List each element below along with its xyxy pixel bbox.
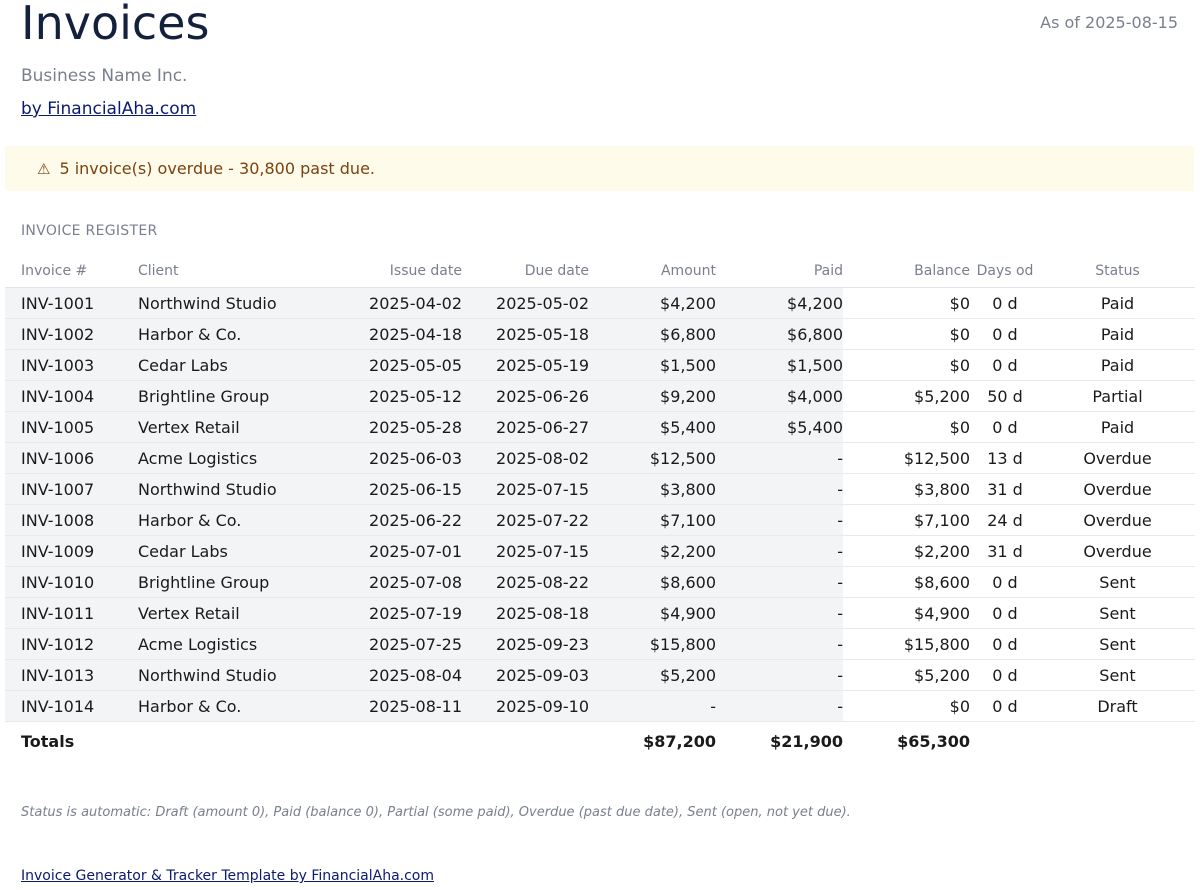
invoice-number-cell[interactable]: INV-1003 — [5, 350, 138, 381]
status-cell: Draft — [1040, 691, 1195, 722]
client-cell[interactable]: Brightline Group — [138, 567, 327, 598]
status-cell: Paid — [1040, 412, 1195, 443]
status-cell: Overdue — [1040, 536, 1195, 567]
issue-date-cell[interactable]: 2025-06-22 — [327, 505, 462, 536]
paid-cell[interactable]: - — [716, 536, 843, 567]
issue-date-cell[interactable]: 2025-07-01 — [327, 536, 462, 567]
issue-date-cell[interactable]: 2025-06-03 — [327, 443, 462, 474]
amount-cell[interactable]: $7,100 — [589, 505, 716, 536]
client-cell[interactable]: Vertex Retail — [138, 598, 327, 629]
table-row — [5, 660, 1195, 691]
due-date-cell[interactable]: 2025-06-26 — [462, 381, 589, 412]
amount-cell[interactable]: $3,800 — [589, 474, 716, 505]
paid-cell[interactable]: - — [716, 691, 843, 722]
paid-cell[interactable]: - — [716, 474, 843, 505]
table-row — [5, 536, 1195, 567]
paid-cell[interactable]: $1,500 — [716, 350, 843, 381]
client-cell[interactable]: Brightline Group — [138, 381, 327, 412]
invoice-number-cell[interactable]: INV-1011 — [5, 598, 138, 629]
issue-date-cell[interactable]: 2025-06-15 — [327, 474, 462, 505]
invoice-number-cell[interactable]: INV-1005 — [5, 412, 138, 443]
days-overdue-cell: 31 d — [970, 474, 1040, 505]
status-cell: Paid — [1040, 319, 1195, 350]
overdue-alert — [5, 146, 1194, 191]
due-date-cell[interactable]: 2025-05-18 — [462, 319, 589, 350]
client-cell[interactable]: Vertex Retail — [138, 412, 327, 443]
status-cell: Overdue — [1040, 443, 1195, 474]
business-name: Business Name Inc. — [21, 66, 188, 86]
table-row — [5, 443, 1195, 474]
issue-date-cell[interactable]: 2025-04-18 — [327, 319, 462, 350]
due-date-cell[interactable]: 2025-07-15 — [462, 536, 589, 567]
amount-cell[interactable]: $1,500 — [589, 350, 716, 381]
days-overdue-cell: 0 d — [970, 288, 1040, 319]
client-cell[interactable]: Harbor & Co. — [138, 505, 327, 536]
amount-cell[interactable]: $5,200 — [589, 660, 716, 691]
status-cell: Sent — [1040, 629, 1195, 660]
issue-date-cell[interactable]: 2025-07-19 — [327, 598, 462, 629]
due-date-cell[interactable]: 2025-09-23 — [462, 629, 589, 660]
status-cell: Partial — [1040, 381, 1195, 412]
column-header: Due date — [462, 255, 589, 288]
days-overdue-cell: 0 d — [970, 567, 1040, 598]
column-header: Days od — [970, 255, 1040, 288]
days-overdue-cell: 0 d — [970, 660, 1040, 691]
total-balance: $65,300 — [843, 722, 970, 761]
paid-cell[interactable]: $5,400 — [716, 412, 843, 443]
amount-cell[interactable]: $4,900 — [589, 598, 716, 629]
balance-cell: $0 — [843, 691, 970, 722]
days-overdue-cell: 0 d — [970, 598, 1040, 629]
paid-cell[interactable]: - — [716, 443, 843, 474]
paid-cell[interactable]: - — [716, 567, 843, 598]
invoice-number-cell[interactable]: INV-1002 — [5, 319, 138, 350]
issue-date-cell[interactable]: 2025-04-02 — [327, 288, 462, 319]
status-cell: Paid — [1040, 288, 1195, 319]
status-cell: Sent — [1040, 567, 1195, 598]
balance-cell: $5,200 — [843, 660, 970, 691]
status-cell: Sent — [1040, 598, 1195, 629]
issue-date-cell[interactable]: 2025-05-12 — [327, 381, 462, 412]
client-cell[interactable]: Northwind Studio — [138, 660, 327, 691]
financialaha-link[interactable]: by FinancialAha.com — [21, 99, 197, 119]
status-cell: Overdue — [1040, 474, 1195, 505]
due-date-cell[interactable]: 2025-07-22 — [462, 505, 589, 536]
paid-cell[interactable]: - — [716, 629, 843, 660]
total-paid: $21,900 — [716, 722, 843, 761]
amount-cell[interactable]: $12,500 — [589, 443, 716, 474]
invoice-number-cell[interactable]: INV-1010 — [5, 567, 138, 598]
table-row — [5, 629, 1195, 660]
amount-cell[interactable]: $8,600 — [589, 567, 716, 598]
table-row — [5, 319, 1195, 350]
table-row — [5, 412, 1195, 443]
as-of-date: As of 2025-08-15 — [1040, 13, 1178, 32]
client-cell[interactable]: Harbor & Co. — [138, 319, 327, 350]
days-overdue-cell: 0 d — [970, 319, 1040, 350]
issue-date-cell[interactable]: 2025-08-04 — [327, 660, 462, 691]
warning-icon: ⚠ — [37, 159, 51, 178]
invoice-number-cell[interactable]: INV-1014 — [5, 691, 138, 722]
invoice-number-cell[interactable]: INV-1001 — [5, 288, 138, 319]
header-row — [5, 255, 1195, 288]
table-row — [5, 598, 1195, 629]
client-cell[interactable]: Harbor & Co. — [138, 691, 327, 722]
issue-date-cell[interactable]: 2025-08-11 — [327, 691, 462, 722]
invoice-number-cell[interactable]: INV-1004 — [5, 381, 138, 412]
due-date-cell[interactable]: 2025-07-15 — [462, 474, 589, 505]
balance-cell: $7,100 — [843, 505, 970, 536]
balance-cell: $3,800 — [843, 474, 970, 505]
client-cell[interactable]: Northwind Studio — [138, 288, 327, 319]
due-date-cell[interactable]: 2025-08-22 — [462, 567, 589, 598]
days-overdue-cell: 31 d — [970, 536, 1040, 567]
days-overdue-cell: 50 d — [970, 381, 1040, 412]
column-header: Amount — [589, 255, 716, 288]
table-row — [5, 350, 1195, 381]
days-overdue-cell: 0 d — [970, 629, 1040, 660]
due-date-cell[interactable]: 2025-09-10 — [462, 691, 589, 722]
totals-label: Totals — [5, 722, 138, 761]
amount-cell[interactable]: $6,800 — [589, 319, 716, 350]
paid-cell[interactable]: - — [716, 598, 843, 629]
status-cell: Overdue — [1040, 505, 1195, 536]
due-date-cell[interactable]: 2025-06-27 — [462, 412, 589, 443]
table-row — [5, 474, 1195, 505]
status-cell: Paid — [1040, 350, 1195, 381]
due-date-cell[interactable]: 2025-08-02 — [462, 443, 589, 474]
due-date-cell[interactable]: 2025-05-19 — [462, 350, 589, 381]
days-overdue-cell: 24 d — [970, 505, 1040, 536]
table-row — [5, 381, 1195, 412]
issue-date-cell[interactable]: 2025-05-05 — [327, 350, 462, 381]
balance-cell: $8,600 — [843, 567, 970, 598]
balance-cell: $15,800 — [843, 629, 970, 660]
invoice-number-cell[interactable]: INV-1006 — [5, 443, 138, 474]
column-header: Paid — [716, 255, 843, 288]
invoice-number-cell[interactable]: INV-1013 — [5, 660, 138, 691]
days-overdue-cell: 0 d — [970, 691, 1040, 722]
amount-cell[interactable]: $2,200 — [589, 536, 716, 567]
amount-cell[interactable]: $4,200 — [589, 288, 716, 319]
balance-cell: $0 — [843, 288, 970, 319]
overdue-alert-text: 5 invoice(s) overdue - 30,800 past due. — [59, 159, 375, 178]
issue-date-cell[interactable]: 2025-05-28 — [327, 412, 462, 443]
balance-cell: $5,200 — [843, 381, 970, 412]
balance-cell: $0 — [843, 412, 970, 443]
balance-cell: $0 — [843, 319, 970, 350]
days-overdue-cell: 0 d — [970, 412, 1040, 443]
paid-cell[interactable]: $4,000 — [716, 381, 843, 412]
client-cell[interactable]: Cedar Labs — [138, 350, 327, 381]
table-row — [5, 505, 1195, 536]
client-cell[interactable]: Cedar Labs — [138, 536, 327, 567]
column-header: Client — [138, 255, 327, 288]
table-row — [5, 691, 1195, 722]
due-date-cell[interactable]: 2025-05-02 — [462, 288, 589, 319]
issue-date-cell[interactable]: 2025-07-08 — [327, 567, 462, 598]
column-header: Balance — [843, 255, 970, 288]
due-date-cell[interactable]: 2025-08-18 — [462, 598, 589, 629]
invoice-number-cell[interactable]: INV-1012 — [5, 629, 138, 660]
invoice-number-cell[interactable]: INV-1009 — [5, 536, 138, 567]
invoice-number-cell[interactable]: INV-1007 — [5, 474, 138, 505]
column-header: Issue date — [327, 255, 462, 288]
issue-date-cell[interactable]: 2025-07-25 — [327, 629, 462, 660]
status-cell: Sent — [1040, 660, 1195, 691]
status-note: Status is automatic: Draft (amount 0), Paid (balance 0), Partial (some paid), Overdue (past due date), Sent (open, not yet due). — [21, 805, 851, 820]
total-amount: $87,200 — [589, 722, 716, 761]
column-header: Status — [1040, 255, 1195, 288]
client-cell[interactable]: Northwind Studio — [138, 474, 327, 505]
page-title: Invoices — [21, 0, 210, 50]
footer-link[interactable]: Invoice Generator & Tracker Template by FinancialAha.com — [21, 868, 435, 884]
amount-cell[interactable]: $15,800 — [589, 629, 716, 660]
amount-cell[interactable]: - — [589, 691, 716, 722]
client-cell[interactable]: Acme Logistics — [138, 629, 327, 660]
table-row — [5, 288, 1195, 319]
balance-cell: $0 — [843, 350, 970, 381]
paid-cell[interactable]: - — [716, 505, 843, 536]
paid-cell[interactable]: $4,200 — [716, 288, 843, 319]
balance-cell: $4,900 — [843, 598, 970, 629]
client-cell[interactable]: Acme Logistics — [138, 443, 327, 474]
paid-cell[interactable]: - — [716, 660, 843, 691]
days-overdue-cell: 13 d — [970, 443, 1040, 474]
amount-cell[interactable]: $5,400 — [589, 412, 716, 443]
balance-cell: $12,500 — [843, 443, 970, 474]
invoice-register-table — [5, 255, 1195, 760]
totals-row — [5, 722, 1195, 761]
section-label: INVOICE REGISTER — [21, 223, 158, 239]
table-row — [5, 567, 1195, 598]
paid-cell[interactable]: $6,800 — [716, 319, 843, 350]
invoice-number-cell[interactable]: INV-1008 — [5, 505, 138, 536]
column-header: Invoice # — [5, 255, 138, 288]
due-date-cell[interactable]: 2025-09-03 — [462, 660, 589, 691]
balance-cell: $2,200 — [843, 536, 970, 567]
amount-cell[interactable]: $9,200 — [589, 381, 716, 412]
days-overdue-cell: 0 d — [970, 350, 1040, 381]
